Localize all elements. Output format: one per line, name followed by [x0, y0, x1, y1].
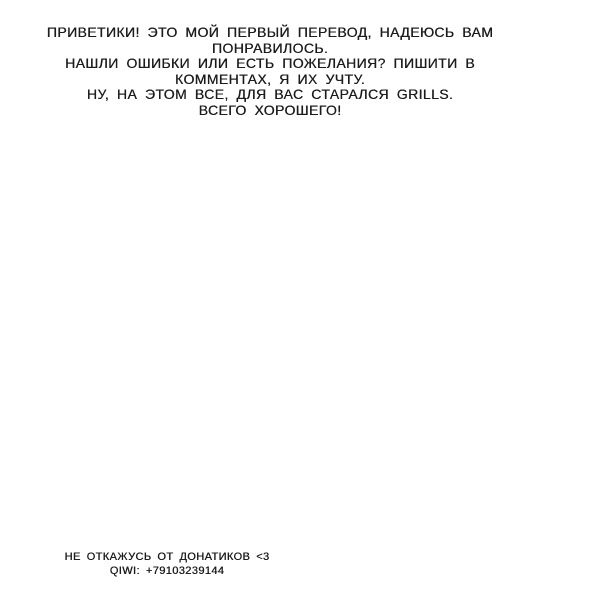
- translator-note-line: ПОНРАВИЛОСЬ.: [211, 39, 329, 56]
- donation-note: [0, 550, 334, 578]
- translator-note-line: ВСЕГО ХОРОШЕГО!: [198, 101, 342, 118]
- qiwi-number-line: QIWI: +79103239144: [109, 565, 225, 577]
- translator-note-line: ПРИВЕТИКИ! ЭТО МОЙ ПЕРВЫЙ ПЕРЕВОД, НАДЕЮСЬ ВАМ: [46, 24, 494, 40]
- translator-note-line: НАШЛИ ОШИБКИ ИЛИ ЕСТЬ ПОЖЕЛАНИЯ? ПИШИТИ В: [65, 55, 475, 71]
- translator-note: [0, 25, 540, 118]
- translator-note-line: КОММЕНТАХ, Я ИХ УЧТУ.: [174, 70, 366, 87]
- translator-note-line: НУ, НА ЭТОМ ВСЕ, ДЛЯ ВАС СТАРАЛСЯ GRILLS.: [86, 86, 454, 102]
- donation-note-line: НЕ ОТКАЖУСЬ ОТ ДОНАТИКОВ <3: [64, 551, 270, 563]
